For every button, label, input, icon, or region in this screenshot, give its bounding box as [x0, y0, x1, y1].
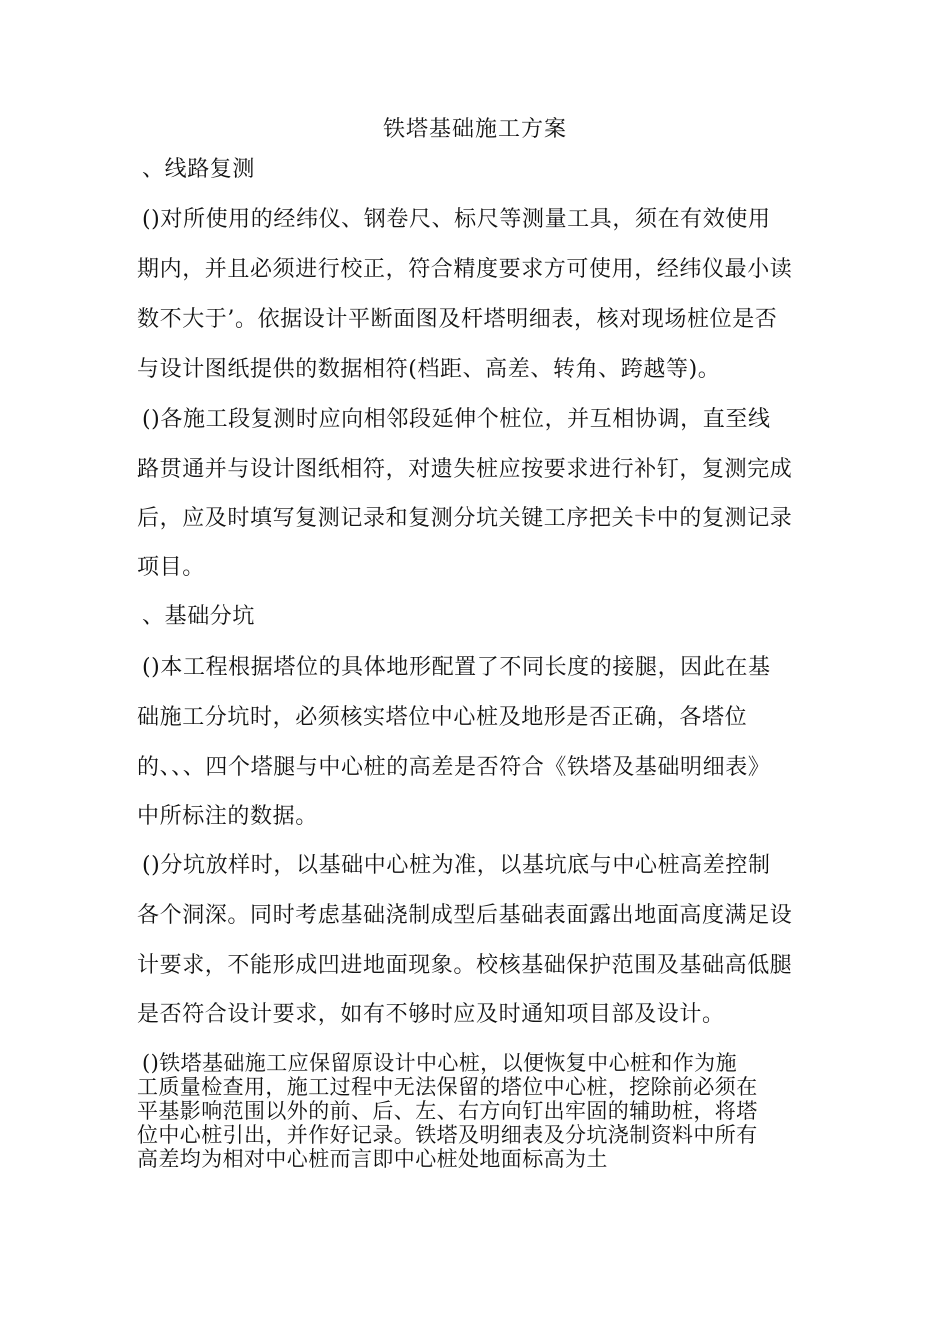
paragraph-line: 高差均为相对中心桩而言即中心桩处地面标高为土 — [137, 1147, 608, 1171]
paragraph-line: 路贯通并与设计图纸相符，对遗失桩应按要求进行补钉，复测完成 — [137, 457, 793, 482]
paragraph-line: ()对所使用的经纬仪、钢卷尺、标尺等测量工具，须在有效使用 — [142, 207, 771, 232]
section-heading-survey: 、线路复测 — [142, 157, 256, 182]
paragraph-line: 是否符合设计要求，如有不够时应及时通知项目部及设计。 — [137, 1002, 725, 1027]
paragraph-line: 期内，并且必须进行校正，符合精度要求方可使用，经纬仪最小读 — [137, 257, 793, 282]
paragraph-line: ()分坑放样时，以基础中心桩为准，以基坑底与中心桩高差控制 — [142, 853, 771, 878]
section-heading-pit-layout: 、基础分坑 — [142, 604, 256, 629]
paragraph-line: 位中心桩引出，并作好记录。铁塔及明细表及分坑浇制资料中所有 — [137, 1123, 758, 1147]
paragraph-line: 计要求，不能形成凹进地面现象。校核基础保护范围及基础高低腿 — [137, 953, 793, 978]
paragraph-line: 与设计图纸提供的数据相符(档距、高差、转角、跨越等)。 — [137, 357, 721, 382]
paragraph-line: 各个洞深。同时考虑基础浇制成型后基础表面露出地面高度满足设 — [137, 903, 793, 928]
paragraph-line: 数不大于’。依据设计平断面图及杆塔明细表，核对现场桩位是否 — [137, 307, 778, 332]
paragraph-line: 础施工分坑时，必须核实塔位中心桩及地形是否正确，各塔位 — [137, 705, 748, 730]
paragraph-line: ()各施工段复测时应向相邻段延伸个桩位，并互相协调，直至线 — [142, 407, 771, 432]
paragraph-line: 工质量检查用，施工过程中无法保留的塔位中心桩，挖除前必须在 — [137, 1075, 758, 1099]
paragraph-line: 项目。 — [137, 555, 205, 580]
paragraph-line: 中所标注的数据。 — [137, 804, 318, 829]
paragraph-line: 后，应及时填写复测记录和复测分坑关键工序把关卡中的复测记录 — [137, 506, 793, 531]
page-title: 铁塔基础施工方案 — [382, 117, 567, 142]
paragraph-line: 的、、、四个塔腿与中心桩的高差是否符合《铁塔及基础明细表》 — [137, 755, 771, 780]
paragraph-line: 平基影响范围以外的前、后、左、右方向钉出牢固的辅助桩，将塔 — [137, 1099, 758, 1123]
paragraph-line: ()铁塔基础施工应保留原设计中心桩，以便恢复中心桩和作为施 — [142, 1051, 737, 1075]
paragraph-line: ()本工程根据塔位的具体地形配置了不同长度的接腿，因此在基 — [142, 655, 771, 680]
